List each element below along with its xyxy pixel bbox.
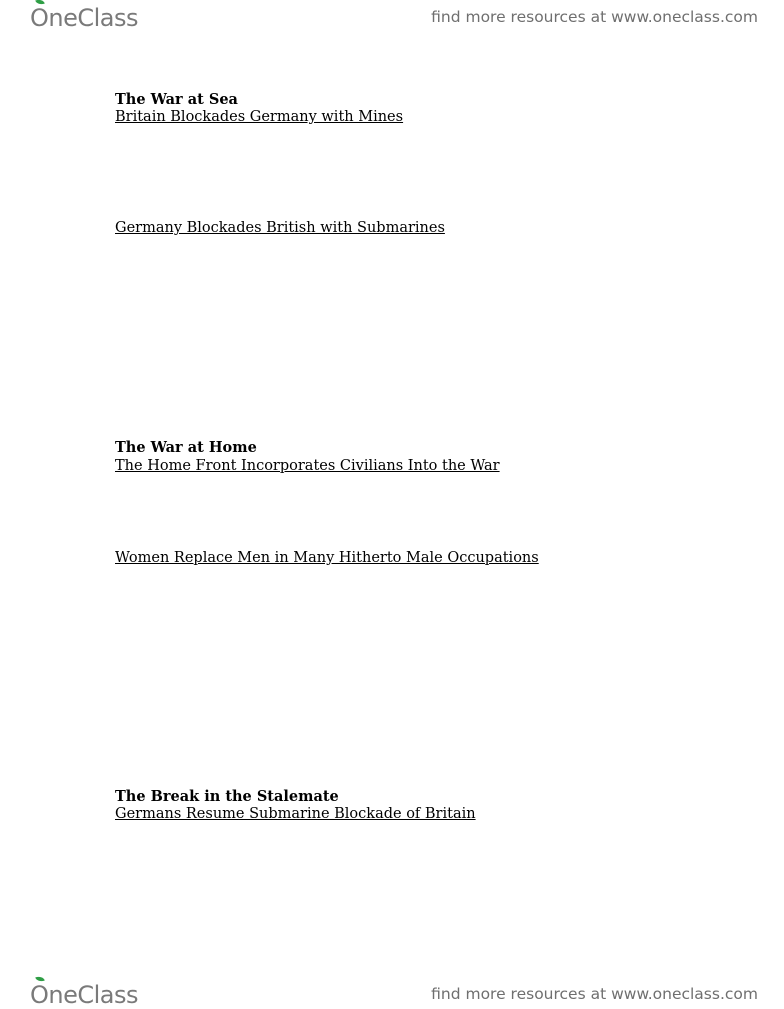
subhead-britain-blockades: Britain Blockades Germany with Mines — [115, 109, 404, 125]
subhead-home-front: The Home Front Incorporates Civilians Into the War — [115, 458, 500, 474]
section-title-break-stalemate: The Break in the Stalemate — [115, 788, 339, 805]
logo-text: neClass — [48, 981, 139, 1009]
subhead-germans-resume: Germans Resume Submarine Blockade of Britain — [115, 806, 476, 822]
logo-o: O — [30, 4, 48, 32]
footer-tagline: find more resources at www.oneclass.com — [431, 985, 758, 1003]
subhead-germany-blockades: Germany Blockades British with Submarines — [115, 220, 445, 236]
section-title-war-at-home: The War at Home — [115, 439, 257, 456]
oneclass-logo — [30, 4, 138, 32]
section-title-war-at-sea: The War at Sea — [115, 91, 238, 108]
subhead-women-replace-men: Women Replace Men in Many Hitherto Male Occupations — [115, 550, 539, 566]
oneclass-footer-logo — [30, 981, 138, 1009]
logo-o: O — [30, 981, 48, 1009]
logo-text: neClass — [48, 4, 139, 32]
header-tagline: find more resources at www.oneclass.com — [431, 8, 758, 26]
